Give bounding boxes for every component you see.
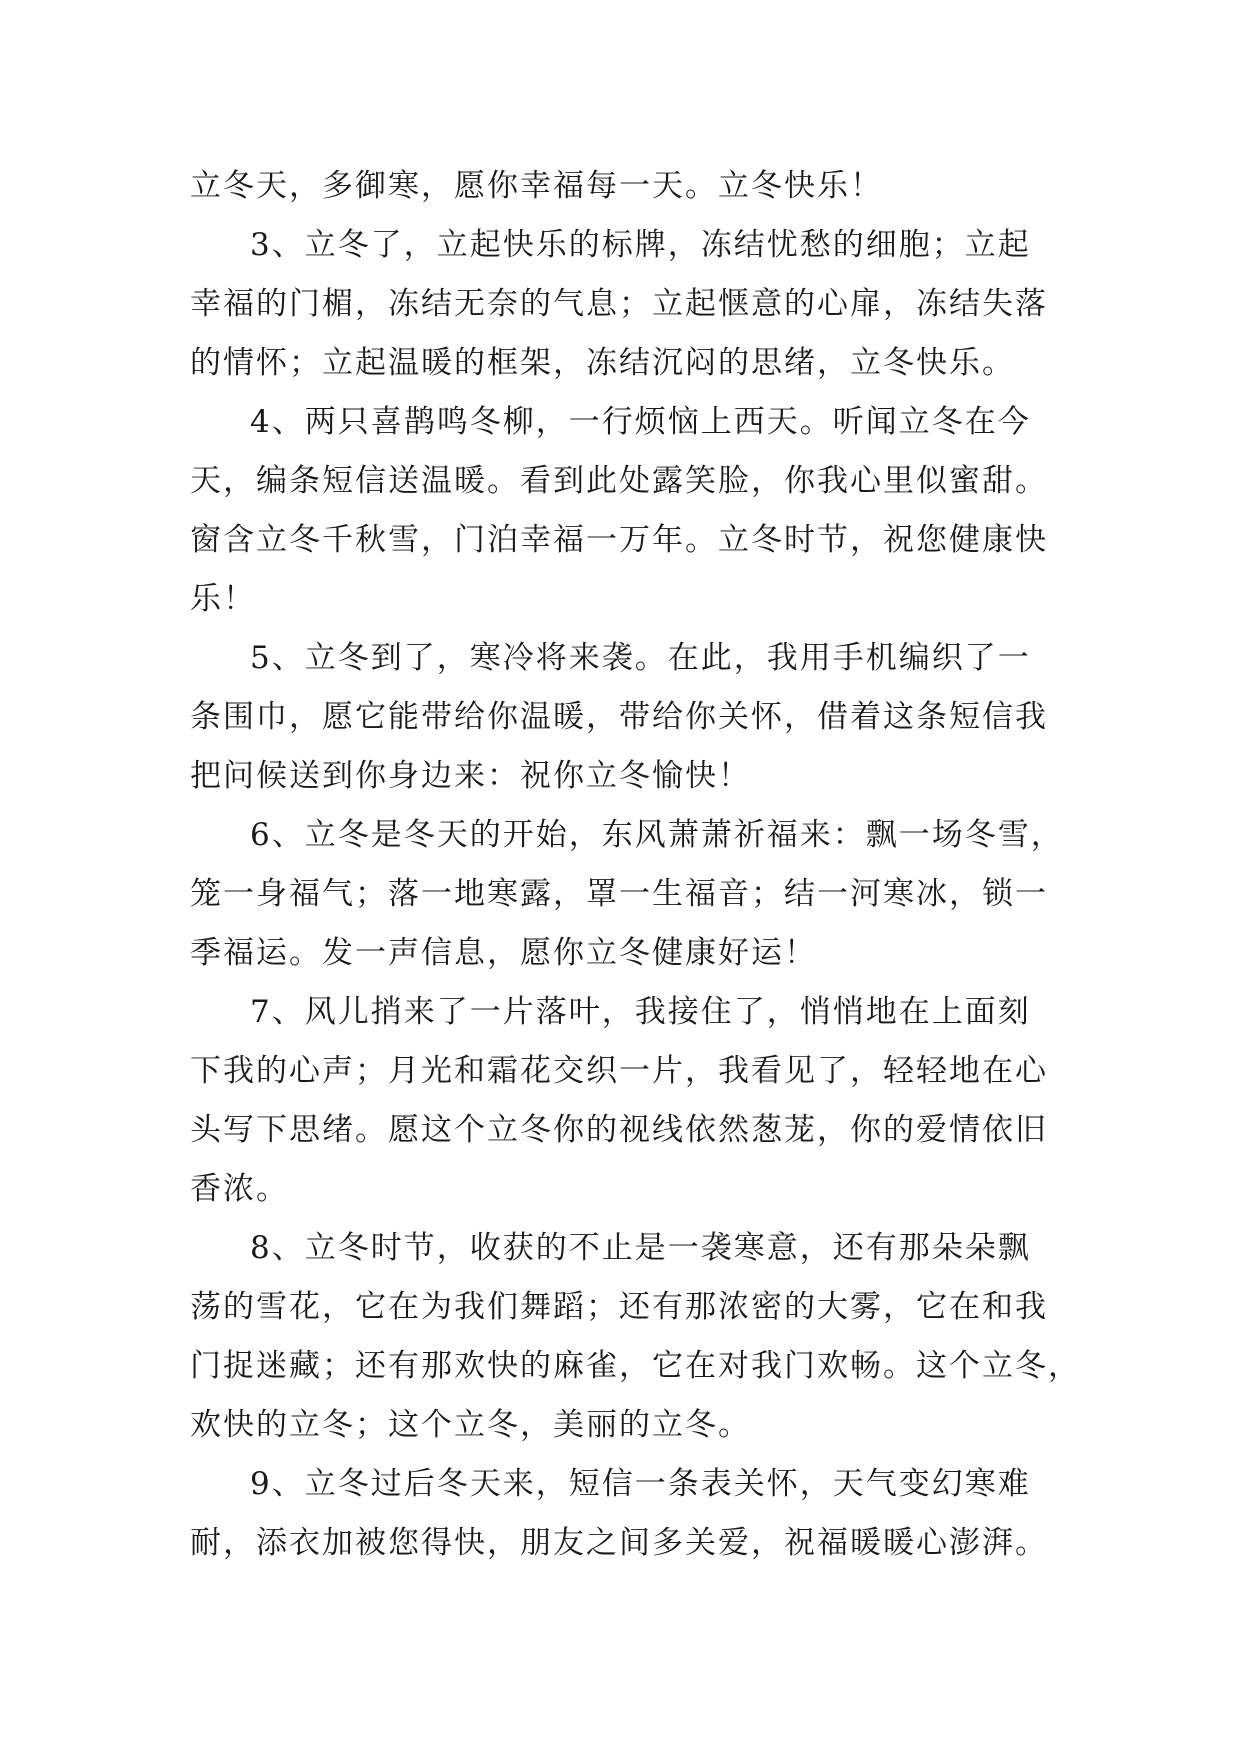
text-line: 笼一身福气；落一地寒露，罩一生福音；结一河寒冰，锁一 <box>190 876 1048 912</box>
document-body <box>190 157 1081 1573</box>
paragraph-4-start: 4、两只喜鹊鸣冬柳，一行烦恼上西天。听闻立冬在今 <box>250 404 1031 440</box>
text-line: 门捉迷藏；还有那欢快的麻雀，它在对我门欢畅。这个立冬， <box>190 1348 1081 1384</box>
text-line: 立冬天，多御寒，愿你幸福每一天。立冬快乐！ <box>190 168 883 204</box>
paragraph-9-start: 9、立冬过后冬天来，短信一条表关怀，天气变幻寒难 <box>250 1466 1031 1502</box>
text-line: 的情怀；立起温暖的框架，冻结沉闷的思绪，立冬快乐。 <box>190 345 1015 381</box>
text-line: 天，编条短信送温暖。看到此处露笑脸，你我心里似蜜甜。 <box>190 463 1048 499</box>
paragraph-7-start: 7、风儿捎来了一片落叶，我接住了，悄悄地在上面刻 <box>250 994 1031 1030</box>
text-line: 幸福的门楣，冻结无奈的气息；立起惬意的心扉，冻结失落 <box>190 286 1048 322</box>
paragraph-6-start: 6、立冬是冬天的开始，东风萧萧祈福来：飘一场冬雪， <box>250 817 1064 853</box>
text-line: 下我的心声；月光和霜花交织一片，我看见了，轻轻地在心 <box>190 1053 1048 1089</box>
text-line: 窗含立冬千秋雪，门泊幸福一万年。立冬时节，祝您健康快 <box>190 522 1048 558</box>
text-line: 头写下思绪。愿这个立冬你的视线依然葱茏，你的爱情依旧 <box>190 1112 1048 1148</box>
text-line: 季福运。发一声信息，愿你立冬健康好运！ <box>190 935 817 971</box>
paragraph-3-start: 3、立冬了，立起快乐的标牌，冻结忧愁的细胞；立起 <box>250 227 1031 263</box>
text-line: 荡的雪花，它在为我们舞蹈；还有那浓密的大雾，它在和我 <box>190 1289 1048 1325</box>
text-line: 欢快的立冬；这个立冬，美丽的立冬。 <box>190 1407 751 1443</box>
text-line: 把问候送到你身边来：祝你立冬愉快！ <box>190 758 751 794</box>
text-line: 耐，添衣加被您得快，朋友之间多关爱，祝福暖暖心澎湃。 <box>190 1525 1048 1561</box>
text-line: 条围巾，愿它能带给你温暖，带给你关怀，借着这条短信我 <box>190 699 1048 735</box>
paragraph-5-start: 5、立冬到了，寒冷将来袭。在此，我用手机编织了一 <box>250 640 1031 676</box>
paragraph-8-start: 8、立冬时节，收获的不止是一袭寒意，还有那朵朵飘 <box>250 1230 1031 1266</box>
text-line: 乐！ <box>190 581 256 617</box>
text-line: 香浓。 <box>190 1171 289 1207</box>
